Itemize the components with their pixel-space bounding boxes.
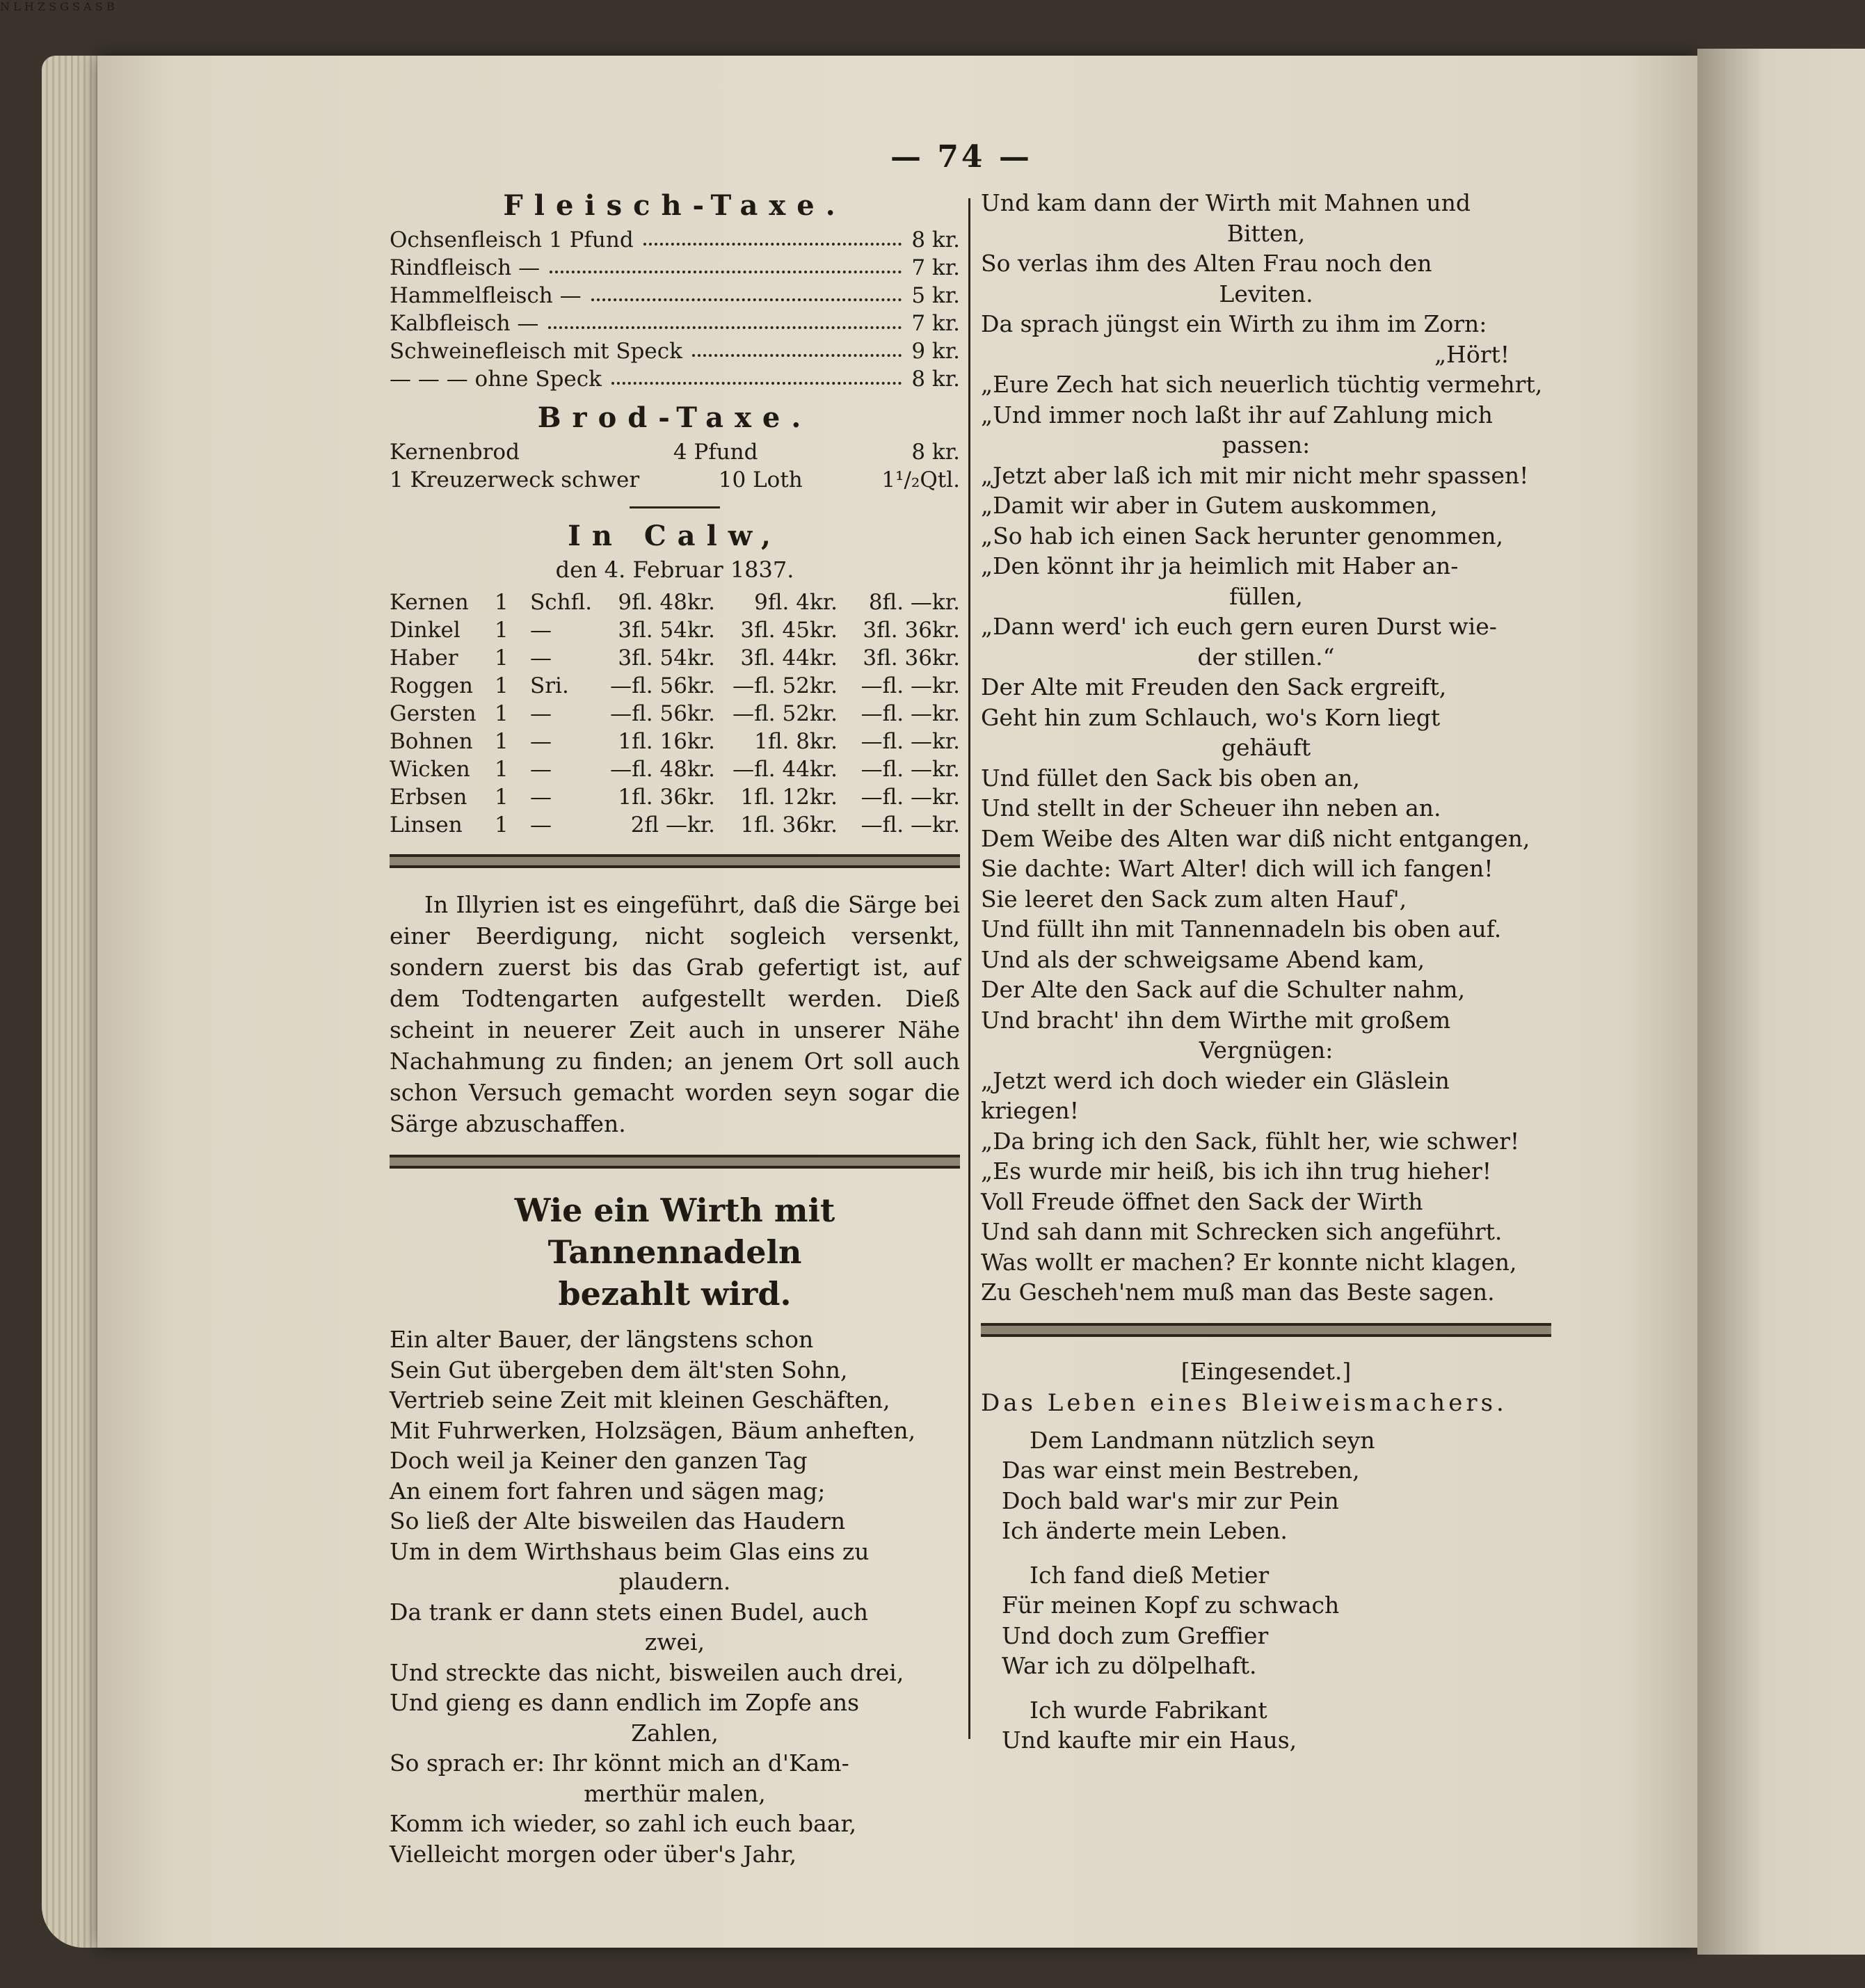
verse-line: Geht hin zum Schlauch, wo's Korn liegt: [981, 703, 1441, 731]
price-mid: 3fl. 44kr.: [740, 646, 838, 671]
next-page-letter: B: [106, 0, 115, 13]
verse-line: Ich fand dieß Metier: [1030, 1561, 1270, 1589]
verse-line: Und bracht' ihn dem Wirthe mit großem: [981, 1006, 1451, 1034]
poem-title: [390, 1189, 960, 1315]
price-mid: 9fl. 4kr.: [754, 590, 838, 615]
verse-line: „Hört!: [1434, 340, 1510, 368]
illyrien-notice: In Illyrien ist es eingeführt, daß die Särge bei einer Beerdigung, nicht sogleich versenkt, sondern zuerst bis das Grab gefertigt ist, auf dem Todtengarten aufgestellt werden. Dieß scheint in neuerer Zeit auch in unserer Nähe Nachahmung zu finden; an jenem Ort soll auch schon Versuch gemacht worden seyn sogar die Särge abzuschaffen.: [390, 891, 960, 1137]
verse-line: Ein alter Bauer, der längstens schon: [390, 1326, 814, 1353]
page-number: — 74 —: [890, 139, 1032, 175]
verse-line: Sie leeret den Sack zum alten Hauf',: [981, 885, 1407, 913]
item-price: 7 kr.: [911, 255, 960, 280]
section-double-rule: [390, 1155, 960, 1169]
price-high: —fl. 56kr.: [610, 701, 715, 726]
item-name: Rindfleisch —: [390, 255, 541, 280]
table-row: [390, 783, 960, 811]
verse-line: Und als der schweigsame Abend kam,: [981, 945, 1425, 973]
price-mid: 1fl. 8kr.: [754, 729, 838, 754]
table-row: [390, 337, 960, 365]
grain-name: Wicken: [390, 757, 470, 782]
verse-line: Und stellt in der Scheuer ihn neben an.: [981, 794, 1441, 821]
price-low: 8fl. —kr.: [868, 590, 960, 615]
item-price: 9 kr.: [911, 339, 960, 364]
price-high: —fl. 48kr.: [610, 757, 715, 782]
grain-name: Gersten: [390, 701, 477, 726]
price-low: —fl. —kr.: [861, 729, 960, 754]
item-name: Kalbfleisch —: [390, 311, 539, 336]
verse-line: gehäuft: [1221, 734, 1311, 761]
grain-qty: 1: [495, 590, 509, 615]
grain-qty: 1: [495, 646, 509, 671]
verse-line: Leviten.: [1219, 280, 1313, 307]
price-high: 1fl. 36kr.: [618, 785, 715, 810]
price-high: 1fl. 16kr.: [618, 729, 715, 754]
item-price: 7 kr.: [911, 311, 960, 336]
item-price: 5 kr.: [911, 283, 960, 308]
verse-line: Der Alte mit Freuden den Sack ergreift,: [981, 673, 1447, 700]
poem-left-verses: [390, 1324, 960, 1869]
poem-title-line: Wie ein Wirth mit Tannennadeln: [514, 1192, 835, 1271]
verse-line: zwei,: [644, 1628, 705, 1656]
price-low: —fl. —kr.: [861, 701, 960, 726]
grain-unit: —: [530, 701, 552, 726]
dot-leader: [548, 310, 902, 329]
verse-line: Zahlen,: [631, 1719, 719, 1747]
stanza: [981, 1425, 1551, 1546]
verse-line: Voll Freude öffnet den Sack der Wirth: [981, 1187, 1423, 1215]
verse-line: Und füllet den Sack bis oben an,: [981, 764, 1360, 792]
grain-unit: Sri.: [530, 673, 569, 698]
verse-line: „Und immer noch laßt ihr auf Zahlung mich: [981, 401, 1493, 428]
grain-qty: 1: [495, 757, 509, 782]
verse-line: Dem Weibe des Alten war diß nicht entgangen,: [981, 824, 1530, 852]
verse-line: plaudern.: [618, 1568, 731, 1595]
price-mid: —fl. 44kr.: [733, 757, 838, 782]
price-mid: —fl. 52kr.: [733, 673, 838, 698]
price-mid: 1fl. 12kr.: [740, 785, 838, 810]
verse-line: Der Alte den Sack auf die Schulter nahm,: [981, 976, 1466, 1003]
price-low: —fl. —kr.: [861, 785, 960, 810]
table-row: [390, 310, 960, 337]
stanza: [981, 1695, 1551, 1756]
price-high: 9fl. 48kr.: [618, 590, 715, 615]
verse-line: füllen,: [1229, 582, 1303, 610]
right-column: [981, 188, 1551, 1770]
verse-line: der stillen.“: [1197, 643, 1335, 671]
item-price: 1¹/₂Qtl.: [881, 467, 960, 492]
grain-price-table: [390, 588, 960, 839]
verse-line: Doch weil ja Keiner den ganzen Tag: [390, 1447, 808, 1474]
table-row: [390, 466, 960, 494]
price-low: —fl. —kr.: [861, 757, 960, 782]
verse-line: „Es wurde mir heiß, bis ich ihn trug hieher!: [981, 1157, 1491, 1185]
verse-line: Da sprach jüngst ein Wirth zu ihm im Zorn:: [981, 310, 1487, 337]
verse-line: Zu Gescheh'nem muß man das Beste sagen.: [981, 1278, 1495, 1306]
table-row: [390, 438, 960, 466]
left-column: [390, 181, 960, 1869]
verse-line: „Eure Zech hat sich neuerlich tüchtig vermehrt,: [981, 371, 1543, 398]
grain-unit: —: [530, 757, 552, 782]
price-low: —fl. —kr.: [861, 812, 960, 837]
grain-unit: —: [530, 618, 552, 643]
item-name: 1 Kreuzerweck schwer: [390, 467, 640, 492]
grain-unit: —: [530, 729, 552, 754]
verse-line: Sein Gut übergeben dem ält'sten Sohn,: [390, 1356, 848, 1384]
grain-qty: 1: [495, 673, 509, 698]
item-name: — — — ohne Speck: [390, 367, 602, 392]
next-page-letter: S: [49, 0, 57, 13]
verse-line: So ließ der Alte bisweilen das Haudern: [390, 1507, 846, 1534]
dot-leader: [692, 337, 902, 357]
verse-line: Vertrieb seine Zeit mit kleinen Geschäften,: [390, 1386, 890, 1413]
verse-line: „Jetzt aber laß ich mit mir nicht mehr spassen!: [981, 461, 1529, 489]
grain-qty: 1: [495, 729, 509, 754]
verse-line: Und doch zum Greffier: [1002, 1621, 1269, 1649]
verse-line: War ich zu dölpelhaft.: [1002, 1652, 1257, 1679]
next-page-letter: L: [13, 0, 21, 13]
grain-name: Erbsen: [390, 785, 467, 810]
verse-line: „Damit wir aber in Gutem auskommen,: [981, 492, 1438, 519]
price-mid: 3fl. 45kr.: [740, 618, 838, 643]
price-mid: —fl. 52kr.: [733, 701, 838, 726]
dot-leader: [591, 282, 902, 301]
calw-title: In Calw,: [568, 520, 782, 552]
verse-line: Was wollt er machen? Er konnte nicht klagen,: [981, 1248, 1517, 1276]
grain-name: Haber: [390, 646, 458, 671]
price-high: 3fl. 54kr.: [618, 646, 715, 671]
next-page-letter: S: [95, 0, 103, 13]
next-page-letter: Z: [37, 0, 45, 13]
verse-line: Ich änderte mein Leben.: [1002, 1517, 1288, 1544]
next-page-letter: N: [0, 0, 10, 13]
verse-line: Und streckte das nicht, bisweilen auch drei,: [390, 1658, 904, 1686]
item-name: Schweinefleisch mit Speck: [390, 339, 682, 364]
verse-line: passen:: [1222, 431, 1311, 458]
table-row: [390, 616, 960, 644]
calw-date: den 4. Februar 1837.: [555, 556, 794, 583]
price-low: 3fl. 36kr.: [863, 618, 960, 643]
poem-title-line: bezahlt wird.: [558, 1275, 792, 1313]
section-rule: [630, 506, 720, 508]
verse-line: Ich wurde Fabrikant: [1030, 1696, 1267, 1724]
grain-name: Bohnen: [390, 729, 473, 754]
verse-line: Mit Fuhrwerken, Holzsägen, Bäum anheften,: [390, 1416, 916, 1444]
verse-line: Vielleicht morgen oder über's Jahr,: [390, 1840, 797, 1868]
verse-line: Doch bald war's mir zur Pein: [1002, 1486, 1339, 1514]
table-row: [390, 755, 960, 783]
verse-line: Und kaufte mir ein Haus,: [1002, 1726, 1297, 1754]
grain-name: Linsen: [390, 812, 463, 837]
item-price: 8 kr.: [911, 440, 960, 465]
dot-leader: [611, 365, 902, 385]
grain-name: Dinkel: [390, 618, 461, 643]
price-low: 3fl. 36kr.: [863, 646, 960, 671]
item-amount: 4 Pfund: [673, 440, 758, 465]
verse-line: Bitten,: [1226, 219, 1306, 247]
brod-taxe-title: Brod-Taxe.: [537, 401, 813, 434]
grain-name: Kernen: [390, 590, 469, 615]
table-row: [390, 672, 960, 700]
stanza: [981, 1560, 1551, 1681]
item-name: Ochsenfleisch 1 Pfund: [390, 227, 634, 252]
verse-line: Für meinen Kopf zu schwach: [1002, 1592, 1340, 1619]
verse-line: „So hab ich einen Sack herunter genommen,: [981, 522, 1503, 550]
grain-qty: 1: [495, 812, 509, 837]
verse-line: Da trank er dann stets einen Budel, auch: [390, 1598, 869, 1626]
verse-line: „Dann werd' ich euch gern euren Durst wie-: [981, 613, 1497, 640]
grain-qty: 1: [495, 785, 509, 810]
table-row: [390, 644, 960, 672]
grain-qty: 1: [495, 701, 509, 726]
fleisch-taxe-table: [390, 226, 960, 393]
price-high: 2fl —kr.: [630, 812, 715, 837]
grain-unit: —: [530, 646, 552, 671]
verse-line: Und sah dann mit Schrecken sich angeführt.: [981, 1218, 1503, 1245]
next-page-letter: S: [72, 0, 80, 13]
verse-line: „Den könnt ihr ja heimlich mit Haber an-: [981, 552, 1459, 579]
item-name: Hammelfleisch —: [390, 283, 582, 308]
table-row: [390, 282, 960, 310]
verse-line: Dem Landmann nützlich seyn: [1030, 1426, 1375, 1454]
item-amount: 10 Loth: [718, 467, 803, 492]
table-row: [390, 254, 960, 282]
grain-unit: —: [530, 785, 552, 810]
bleiweis-title: Das Leben eines Bleiweismachers.: [981, 1388, 1507, 1417]
fleisch-taxe-title: Fleisch-Taxe.: [503, 189, 847, 222]
price-mid: 1fl. 36kr.: [740, 812, 838, 837]
next-page-letter: H: [24, 0, 34, 13]
table-row: [390, 728, 960, 755]
table-row: [390, 226, 960, 254]
verse-line: Vergnügen:: [1199, 1036, 1334, 1064]
verse-line: „Jetzt werd ich doch wieder ein Gläslein kriegen!: [981, 1066, 1450, 1124]
table-row: [390, 700, 960, 728]
verse-line: Und füllt ihn mit Tannennadeln bis oben auf.: [981, 915, 1502, 943]
table-row: [390, 588, 960, 616]
verse-line: Und gieng es dann endlich im Zopfe ans: [390, 1689, 860, 1716]
price-low: —fl. —kr.: [861, 673, 960, 698]
dot-leader: [643, 226, 902, 246]
item-name: Kernenbrod: [390, 440, 520, 465]
verse-line: So verlas ihm des Alten Frau noch den: [981, 250, 1432, 277]
section-double-rule: [390, 854, 960, 868]
next-page-letter: G: [60, 0, 69, 13]
section-double-rule: [981, 1323, 1551, 1337]
brod-taxe-table: [390, 438, 960, 494]
next-page-edge: [1697, 49, 1865, 1955]
poem-right-verses: [981, 188, 1551, 1308]
verse-line: Und kam dann der Wirth mit Mahnen und: [981, 189, 1471, 216]
verse-line: Komm ich wieder, so zahl ich euch baar,: [390, 1810, 857, 1837]
item-price: 8 kr.: [911, 227, 960, 252]
item-price: 8 kr.: [911, 367, 960, 392]
verse-line: „Da bring ich den Sack, fühlt her, wie schwer!: [981, 1127, 1520, 1155]
grain-name: Roggen: [390, 673, 474, 698]
grain-unit: —: [530, 812, 552, 837]
dot-leader: [550, 254, 902, 273]
table-row: [390, 365, 960, 393]
next-page-letters: [0, 0, 1865, 13]
verse-line: Um in dem Wirthshaus beim Glas eins zu: [390, 1537, 870, 1565]
column-divider: [968, 198, 970, 1739]
verse-line: Das war einst mein Bestreben,: [1002, 1457, 1360, 1484]
verse-line: merthür malen,: [584, 1779, 766, 1807]
verse-line: Sie dachte: Wart Alter! dich will ich fangen!: [981, 855, 1494, 882]
price-high: 3fl. 54kr.: [618, 618, 715, 643]
grain-qty: 1: [495, 618, 509, 643]
next-page-letter: A: [83, 0, 92, 13]
eingesendet-label: [Eingesendet.]: [1180, 1357, 1352, 1385]
table-row: [390, 811, 960, 839]
verse-line: An einem fort fahren und sägen mag;: [390, 1477, 826, 1505]
price-high: —fl. 56kr.: [610, 673, 715, 698]
verse-line: So sprach er: Ihr könnt mich an d'Kam-: [390, 1749, 849, 1777]
grain-unit: Schfl.: [530, 590, 593, 615]
